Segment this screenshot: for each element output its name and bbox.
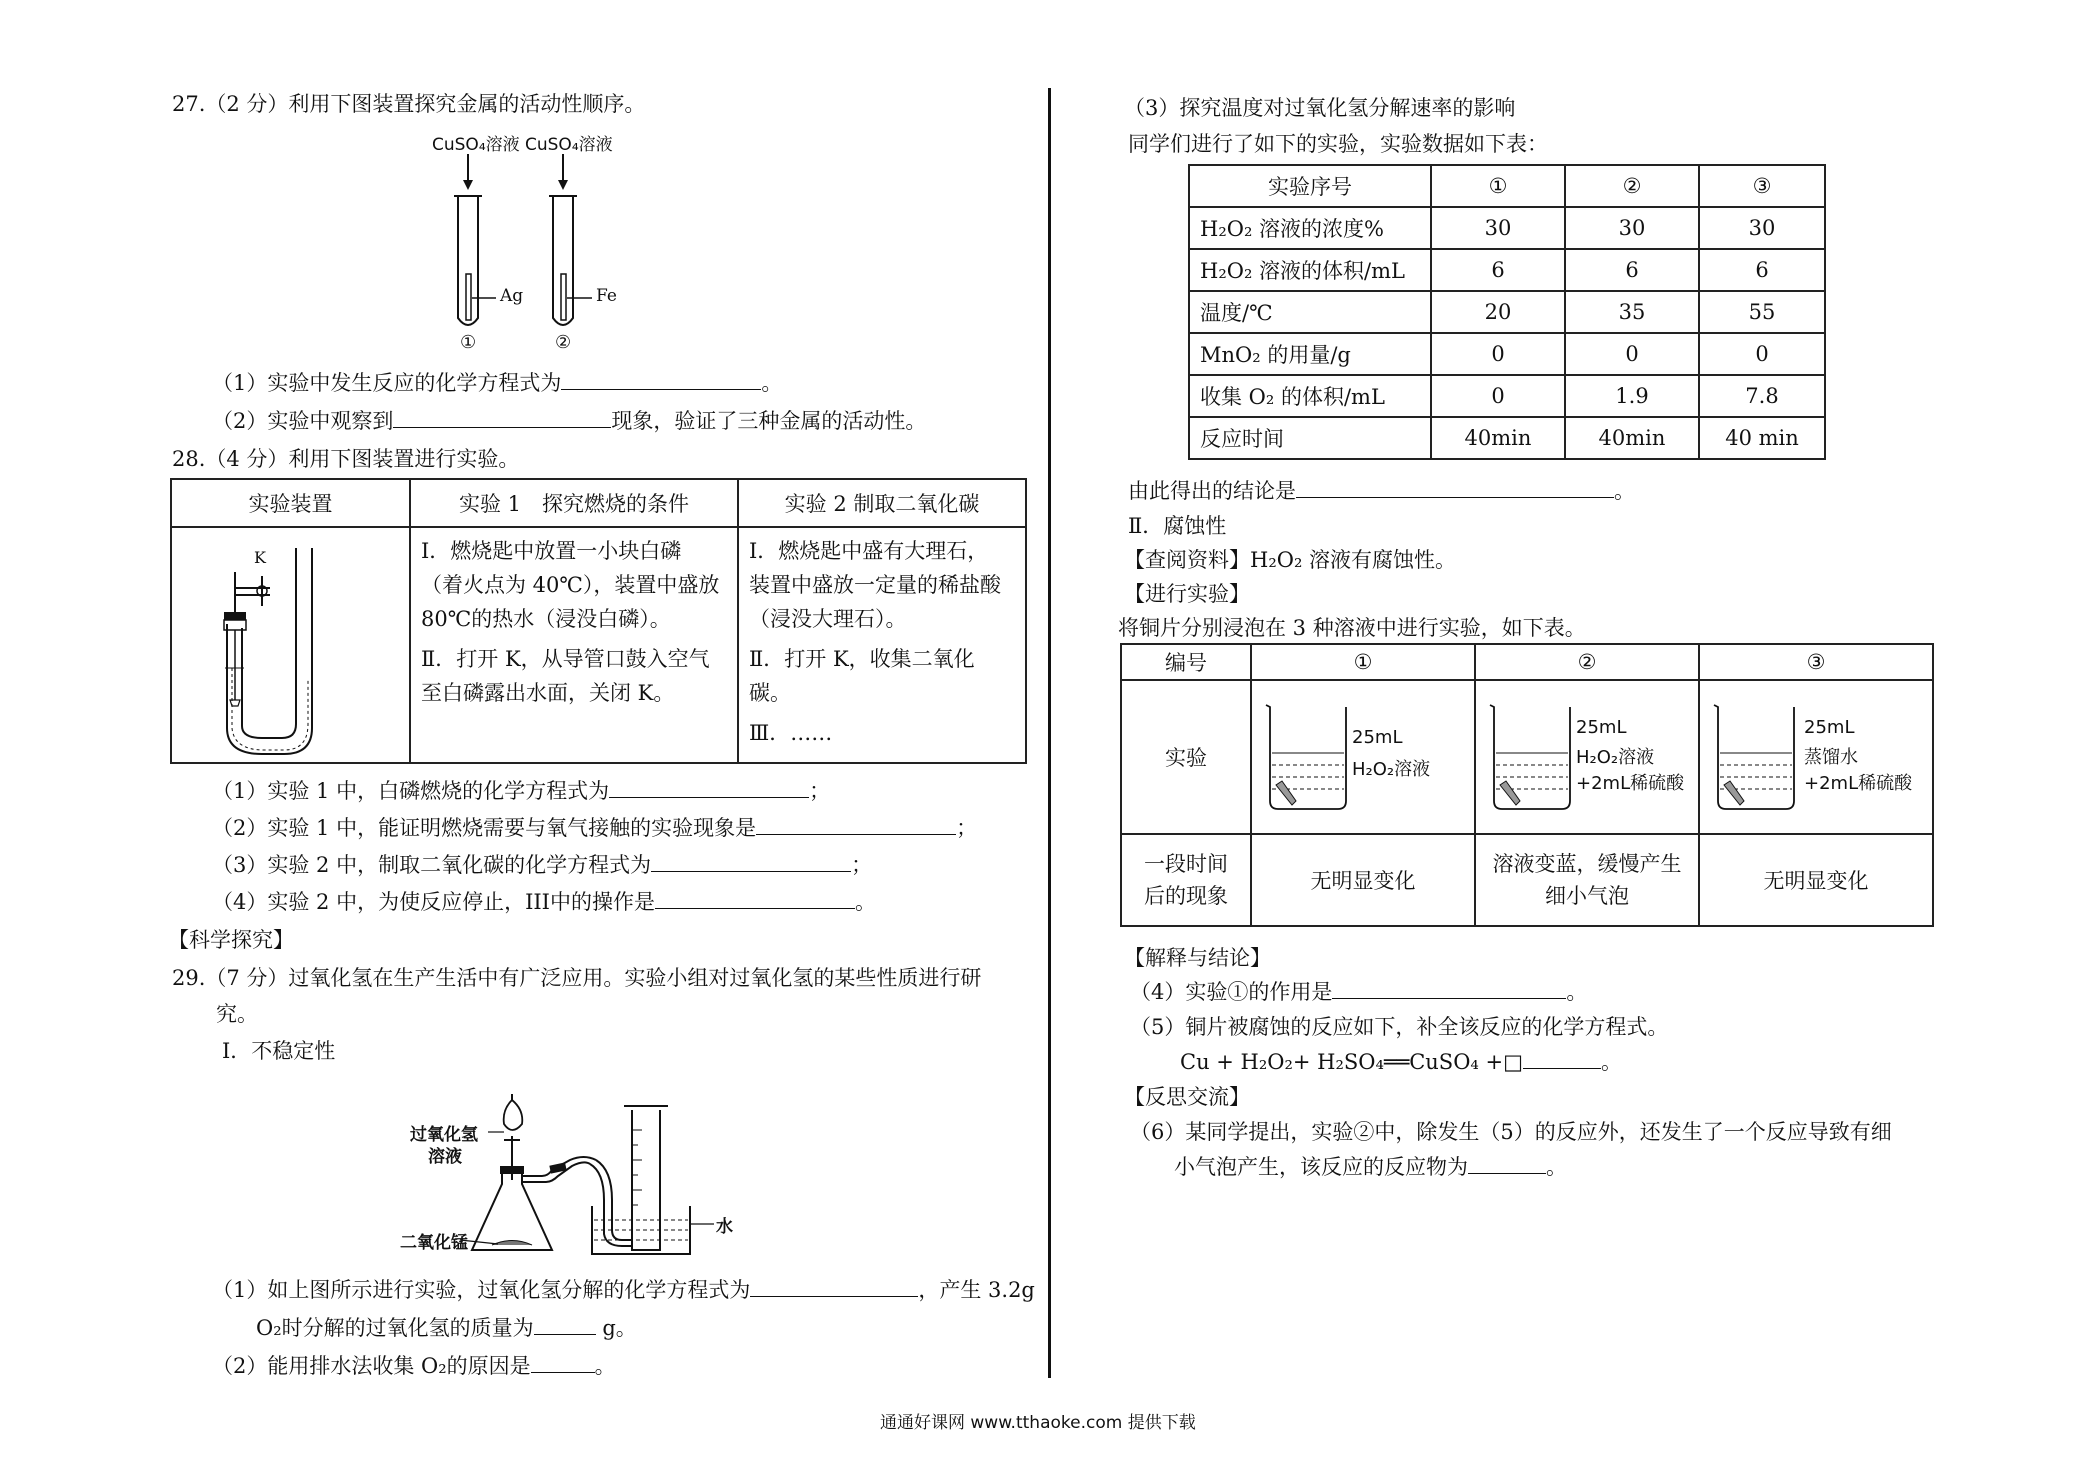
table1-header: ②: [1565, 165, 1699, 207]
answer-blank[interactable]: [1468, 1172, 1546, 1174]
h2o2-label: 过氧化氢: [410, 1125, 478, 1145]
q28-subquestion-4: （4）实验 2 中，为使反应停止，III中的操作是 。: [212, 890, 876, 914]
q28-exp2-line: Ⅱ．打开 K，收集二氧化碳。: [749, 647, 975, 705]
column-divider: [1048, 88, 1051, 1378]
table1-row: [1189, 417, 1825, 459]
table1-cell: 40 min: [1699, 417, 1825, 459]
q29-subquestion-2: （2）能用排水法收集 O₂的原因是 。: [212, 1354, 616, 1378]
answer-blank[interactable]: [651, 870, 851, 872]
beaker-label: 25mL: [1352, 727, 1403, 748]
part-3-intro: 同学们进行了如下的实验，实验数据如下表：: [1128, 132, 1548, 156]
answer-blank[interactable]: [1296, 496, 1614, 498]
answer-blank[interactable]: [655, 907, 855, 909]
experiment-heading: 【进行实验】: [1124, 582, 1250, 606]
answer-blank[interactable]: [1332, 997, 1566, 999]
beaker-label: H₂O₂溶液: [1352, 759, 1431, 780]
observation-1: 无明显变化: [1251, 834, 1475, 926]
q27-title: 27.（2 分）利用下图装置探究金属的活动性顺序。: [172, 92, 646, 116]
table1-cell: 6: [1431, 249, 1565, 291]
table1-cell: 0: [1431, 375, 1565, 417]
table1-header: 实验序号: [1189, 165, 1431, 207]
beaker-label: 25mL: [1804, 717, 1855, 738]
q28-exp2-line: （浸没大理石）。: [749, 607, 907, 631]
q27-subquestion-1: （1）实验中发生反应的化学方程式为 。: [212, 371, 783, 395]
table1-row-label: 收集 O₂ 的体积/mL: [1189, 375, 1431, 417]
obs-line: 溶液变蓝，缓慢产生: [1492, 852, 1682, 876]
section-heading: 【科学探究】: [168, 928, 294, 952]
q29-subquestion-1: （1）如上图所示进行实验，过氧化氢分解的化学方程式为 ，产生 3.2g: [212, 1278, 1035, 1302]
part-3-heading: （3）探究温度对过氧化氢分解速率的影响: [1124, 96, 1516, 120]
table1-row: [1189, 291, 1825, 333]
q28-exp2-line: Ⅲ．……: [749, 721, 833, 745]
q27-subquestion-2: （2）实验中观察到 现象，验证了三种金属的活动性。: [212, 409, 927, 433]
observation-3: 无明显变化: [1699, 834, 1933, 926]
ag-label: Ag: [500, 286, 524, 306]
q28-exp1-line: （着火点为 40℃），装置中盛放: [421, 573, 720, 597]
answer-blank[interactable]: [534, 1333, 596, 1335]
observation-2: [1475, 834, 1699, 926]
reflect-heading: 【反思交流】: [1124, 1085, 1250, 1109]
water-label: 水: [716, 1217, 733, 1237]
solution-label: 溶液: [428, 1147, 462, 1167]
conclusion-line: 由此得出的结论是 。: [1128, 479, 1635, 503]
answer-blank[interactable]: [561, 388, 761, 390]
table1-row: [1189, 207, 1825, 249]
table1-cell: 6: [1565, 249, 1699, 291]
obs-label-line: 后的现象: [1144, 884, 1228, 908]
table1-row-label: H₂O₂ 溶液的浓度%: [1189, 207, 1431, 249]
q28-exp1-cell: [410, 527, 738, 763]
q28-subquestion-3: （3）实验 2 中，制取二氧化碳的化学方程式为 ；: [212, 853, 873, 877]
table1-row-label: 温度/℃: [1189, 291, 1431, 333]
q28-exp1-line: Ⅱ．打开 K，从导管口鼓入空气: [421, 647, 710, 671]
q28-exp1-line: 80℃的热水（浸没白磷）。: [421, 607, 671, 631]
table1-row-label: MnO₂ 的用量/g: [1189, 333, 1431, 375]
part-2-heading: Ⅱ．腐蚀性: [1128, 514, 1227, 538]
table1-cell: 30: [1565, 207, 1699, 249]
tube-number-2: ②: [555, 332, 572, 353]
fe-label: Fe: [596, 286, 617, 306]
beaker-label: 25mL: [1576, 717, 1627, 738]
q28-exp2-line: Ⅰ．燃烧匙中盛有大理石，: [749, 539, 989, 563]
beaker-label: +2mL稀硫酸: [1804, 773, 1913, 794]
beaker-label: +2mL稀硫酸: [1576, 773, 1685, 794]
table2-header: ①: [1251, 644, 1475, 680]
beaker-cell-1: [1251, 680, 1475, 834]
table1-cell: 6: [1699, 249, 1825, 291]
table1-cell: 7.8: [1699, 375, 1825, 417]
table1-cell: 40min: [1431, 417, 1565, 459]
answer-blank[interactable]: [609, 796, 809, 798]
answer-blank[interactable]: [393, 426, 611, 428]
q29-part-1: Ⅰ．不稳定性: [222, 1039, 336, 1063]
q29-subquestion-1-cont: O₂时分解的过氧化氢的质量为 g。: [256, 1316, 637, 1340]
table2-row-label-observation: [1121, 834, 1251, 926]
q29-title-line-1: 29.（7 分）过氧化氢在生产生活中有广泛应用。实验小组对过氧化氢的某些性质进行研: [172, 966, 982, 990]
copper-intro: 将铜片分别浸泡在 3 种溶液中进行实验，如下表。: [1118, 616, 1586, 640]
q28-header-apparatus: 实验装置: [171, 479, 410, 527]
table1-row-label: 反应时间: [1189, 417, 1431, 459]
q28-title: 28.（4 分）利用下图装置进行实验。: [172, 447, 520, 471]
table1-cell: 35: [1565, 291, 1699, 333]
q28-exp1-line: 至白磷露出水面，关闭 K。: [421, 681, 675, 705]
reaction-equation: Cu + H₂O₂+ H₂SO₄══CuSO₄ +□ 。: [1180, 1050, 1622, 1074]
q28-exp1-line: Ⅰ．燃烧匙中放置一小块白磷: [421, 539, 682, 563]
table1-row: [1189, 375, 1825, 417]
table1-header: ③: [1699, 165, 1825, 207]
footer-credit: 通通好课网 www.tthaoke.com 提供下载: [880, 1413, 1196, 1433]
beaker-cell-3: [1699, 680, 1933, 834]
k-valve-label: K: [254, 548, 266, 567]
mno2-label: 二氧化锰: [400, 1233, 468, 1253]
answer-blank[interactable]: [756, 833, 956, 835]
table1-cell: 55: [1699, 291, 1825, 333]
table2-header: 编号: [1121, 644, 1251, 680]
beaker-label: H₂O₂溶液: [1576, 747, 1655, 768]
obs-label-line: 一段时间: [1144, 852, 1228, 876]
temperature-data-table: [1188, 164, 1826, 460]
q27-solution-label-1: CuSO₄溶液: [432, 135, 520, 155]
answer-blank[interactable]: [750, 1295, 918, 1297]
table1-cell: 0: [1699, 333, 1825, 375]
table1-header: ①: [1431, 165, 1565, 207]
test-tubes-icon: [420, 128, 640, 358]
table2-header: ②: [1475, 644, 1699, 680]
q28-subquestion-2: （2）实验 1 中，能证明燃烧需要与氧气接触的实验现象是 ；: [212, 816, 978, 840]
explain-heading: 【解释与结论】: [1124, 946, 1271, 970]
q29-apparatus-figure: [400, 1080, 760, 1260]
u-tube-apparatus-icon: [172, 528, 409, 764]
table1-cell: 1.9: [1565, 375, 1699, 417]
q28-header-exp2: 实验 2 制取二氧化碳: [738, 479, 1026, 527]
table1-row: [1189, 333, 1825, 375]
subquestion-6-line-1: （6）某同学提出，实验②中，除发生（5）的反应外，还发生了一个反应导致有细: [1130, 1120, 1892, 1144]
obs-line: 细小气泡: [1545, 884, 1629, 908]
table1-cell: 0: [1431, 333, 1565, 375]
q27-test-tube-figure: [420, 128, 640, 358]
table1-cell: 30: [1431, 207, 1565, 249]
table2-row-label-experiment: 实验: [1121, 680, 1251, 834]
subquestion-6-line-2: 小气泡产生，该反应的反应物为 。: [1174, 1155, 1567, 1179]
answer-blank[interactable]: [531, 1371, 595, 1373]
tube-number-1: ①: [460, 332, 477, 353]
q29-title-line-2: 究。: [216, 1002, 258, 1026]
table1-cell: 30: [1699, 207, 1825, 249]
q28-exp2-cell: [738, 527, 1026, 763]
beaker-cell-2: [1475, 680, 1699, 834]
reference-note: 【查阅资料】H₂O₂ 溶液有腐蚀性。: [1124, 548, 1457, 572]
subquestion-5: （5）铜片被腐蚀的反应如下，补全该反应的化学方程式。: [1130, 1015, 1669, 1039]
q28-apparatus-cell: [171, 527, 410, 763]
q27-solution-label-2: CuSO₄溶液: [525, 135, 613, 155]
answer-blank[interactable]: [1523, 1067, 1601, 1069]
subquestion-4: （4）实验①的作用是 。: [1130, 980, 1588, 1004]
table1-body: [1189, 207, 1825, 459]
q28-experiment-table: [170, 478, 1027, 764]
q28-header-exp1: 实验 1 探究燃烧的条件: [410, 479, 738, 527]
table1-cell: 20: [1431, 291, 1565, 333]
corrosion-experiment-table: [1120, 643, 1934, 927]
table1-row: [1189, 249, 1825, 291]
q28-subquestion-1: （1）实验 1 中，白磷燃烧的化学方程式为 ；: [212, 779, 831, 803]
table2-header: ③: [1699, 644, 1933, 680]
gas-collection-apparatus-icon: [400, 1080, 760, 1260]
table1-cell: 40min: [1565, 417, 1699, 459]
beaker-label: 蒸馏水: [1804, 747, 1858, 768]
table1-cell: 0: [1565, 333, 1699, 375]
q28-exp2-line: 装置中盛放一定量的稀盐酸: [749, 573, 1001, 597]
table1-row-label: H₂O₂ 溶液的体积/mL: [1189, 249, 1431, 291]
